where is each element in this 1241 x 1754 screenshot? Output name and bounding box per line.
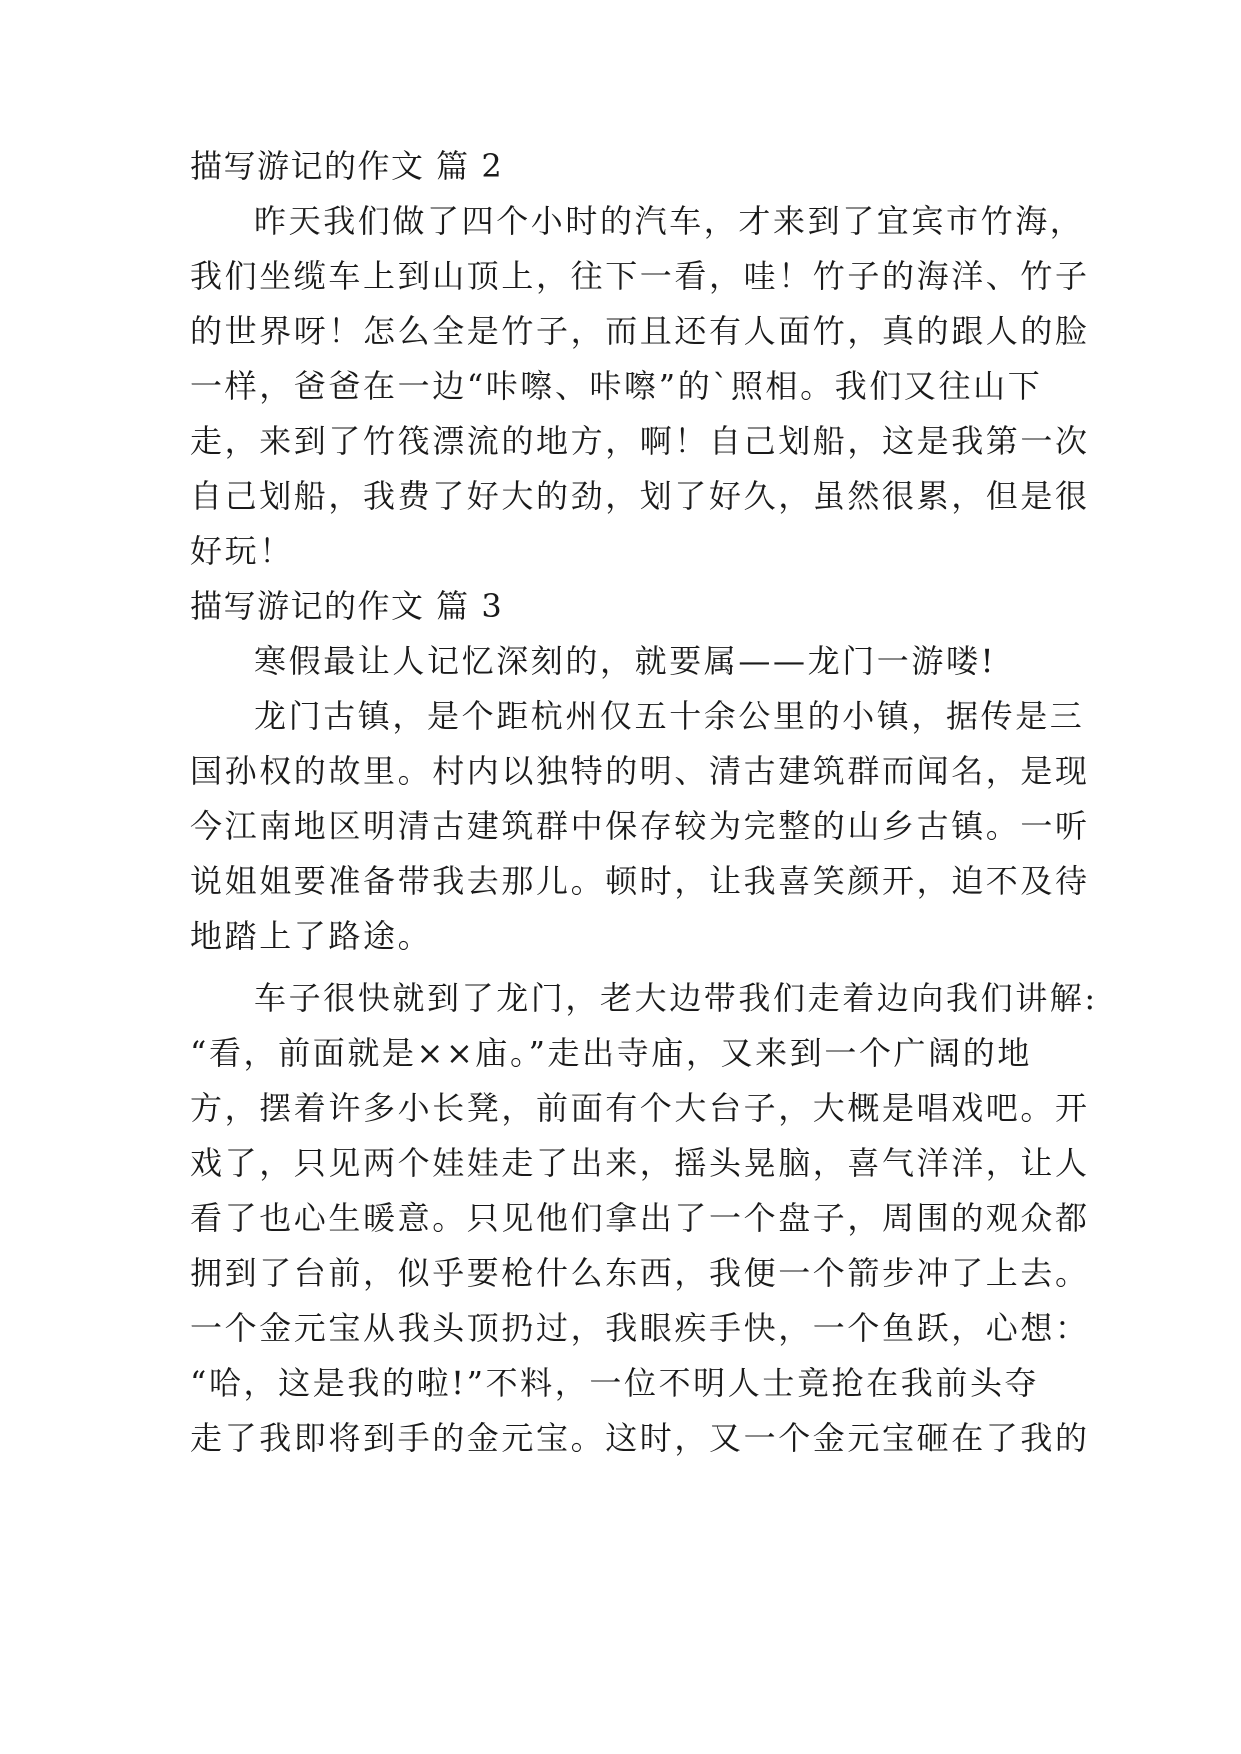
paragraph-line: 看了也心生暖意。只见他们拿出了一个盘子，周围的观众都: [190, 1199, 1090, 1237]
paragraph-line: 一样，爸爸在一边“咔嚓、咔嚓”的`照相。我们又往山下: [190, 367, 1043, 405]
paragraph-line: 昨天我们做了四个小时的汽车，才来到了宜宾市竹海，: [254, 202, 1085, 240]
paragraph-line: 我们坐缆车上到山顶上，往下一看，哇！竹子的海洋、竹子: [190, 257, 1090, 295]
paragraph-line: 戏了，只见两个娃娃走了出来，摇头晃脑，喜气洋洋，让人: [190, 1144, 1090, 1182]
paragraph-line: 车子很快就到了龙门，老大边带我们走着边向我们讲解:: [254, 979, 1098, 1017]
paragraph-line: 走，来到了竹筏漂流的地方，啊！自己划船，这是我第一次: [190, 422, 1090, 460]
paragraph-line: “哈，这是我的啦!”不料，一位不明人士竟抢在我前头夺: [190, 1364, 1040, 1402]
paragraph-line: 走了我即将到手的金元宝。这时，又一个金元宝砸在了我的: [190, 1419, 1090, 1457]
paragraph-line: 国孙权的故里。村内以独特的明、清古建筑群而闻名，是现: [190, 752, 1090, 790]
paragraph-line: 今江南地区明清古建筑群中保存较为完整的山乡古镇。一听: [190, 807, 1090, 845]
section-heading: 描写游记的作文 篇 2: [190, 147, 504, 185]
paragraph-line: “看，前面就是××庙。”走出寺庙，又来到一个广阔的地: [190, 1034, 1032, 1072]
paragraph-line: 说姐姐要准备带我去那儿。顿时，让我喜笑颜开，迫不及待: [190, 862, 1090, 900]
paragraph-line: 寒假最让人记忆深刻的，就要属——龙门一游喽!: [254, 642, 997, 680]
paragraph-line: 好玩！: [190, 532, 294, 570]
section-heading: 描写游记的作文 篇 3: [190, 587, 504, 625]
paragraph-line: 一个金元宝从我头顶扔过，我眼疾手快，一个鱼跃，心想：: [190, 1309, 1090, 1347]
paragraph-line: 自己划船，我费了好大的劲，划了好久，虽然很累，但是很: [190, 477, 1090, 515]
paragraph-line: 的世界呀！怎么全是竹子，而且还有人面竹，真的跟人的脸: [190, 312, 1090, 350]
paragraph-line: 龙门古镇，是个距杭州仅五十余公里的小镇，据传是三: [254, 697, 1085, 735]
paragraph-line: 地踏上了路途。: [190, 917, 433, 955]
paragraph-line: 拥到了台前，似乎要枪什么东西，我便一个箭步冲了上去。: [190, 1254, 1090, 1292]
paragraph-line: 方，摆着许多小长凳，前面有个大台子，大概是唱戏吧。开: [190, 1089, 1090, 1127]
